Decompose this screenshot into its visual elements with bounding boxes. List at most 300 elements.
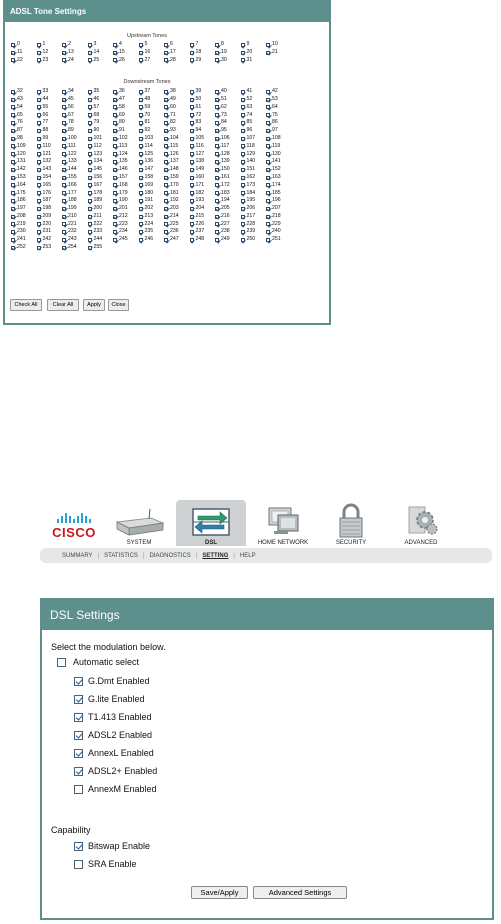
tone-checkbox[interactable]: [266, 144, 270, 148]
tone-checkbox[interactable]: [164, 199, 168, 203]
tone-checkbox[interactable]: [266, 152, 270, 156]
tone-label: 100: [68, 134, 77, 141]
tone-checkbox[interactable]: [190, 90, 194, 94]
tone-checkbox[interactable]: [164, 129, 168, 133]
tone-item: [113, 41, 139, 49]
tone-checkbox[interactable]: [139, 176, 143, 180]
tone-checkbox[interactable]: [190, 105, 194, 109]
tone-checkbox[interactable]: [62, 183, 66, 187]
tone-checkbox[interactable]: [266, 238, 270, 242]
tone-checkbox[interactable]: [215, 191, 219, 195]
tone-checkbox[interactable]: [88, 191, 92, 195]
tone-checkbox[interactable]: [139, 168, 143, 172]
tone-checkbox[interactable]: [266, 113, 270, 117]
tone-checkbox[interactable]: [241, 98, 245, 102]
tone-checkbox[interactable]: [164, 105, 168, 109]
annexl-checkbox[interactable]: [74, 749, 83, 758]
tone-checkbox[interactable]: [190, 160, 194, 164]
tone-checkbox[interactable]: [164, 222, 168, 226]
tone-checkbox[interactable]: [88, 90, 92, 94]
tone-checkbox[interactable]: [139, 58, 143, 62]
tone-checkbox[interactable]: [164, 90, 168, 94]
tone-checkbox[interactable]: [113, 113, 117, 117]
automatic-select-checkbox[interactable]: [57, 658, 66, 667]
tone-checkbox[interactable]: [113, 160, 117, 164]
tone-checkbox[interactable]: [266, 121, 270, 125]
tone-checkbox[interactable]: [266, 222, 270, 226]
tone-checkbox[interactable]: [190, 43, 194, 47]
tone-checkbox[interactable]: [62, 121, 66, 125]
tone-checkbox[interactable]: [88, 230, 92, 234]
tone-checkbox[interactable]: [266, 160, 270, 164]
tone-checkbox[interactable]: [62, 98, 66, 102]
tone-checkbox[interactable]: [88, 51, 92, 55]
tone-checkbox[interactable]: [139, 222, 143, 226]
tone-checkbox[interactable]: [241, 144, 245, 148]
tone-checkbox[interactable]: [266, 215, 270, 219]
tone-checkbox[interactable]: [88, 121, 92, 125]
tone-checkbox[interactable]: [62, 246, 66, 250]
tone-checkbox[interactable]: [62, 199, 66, 203]
tone-checkbox[interactable]: [190, 168, 194, 172]
tone-checkbox[interactable]: [37, 152, 41, 156]
tone-item: [62, 96, 88, 104]
tone-checkbox[interactable]: [241, 51, 245, 55]
sra-checkbox[interactable]: [74, 860, 83, 869]
subtab-summary[interactable]: SUMMARY: [62, 552, 93, 559]
tone-checkbox[interactable]: [139, 191, 143, 195]
tone-checkbox[interactable]: [37, 230, 41, 234]
tone-checkbox[interactable]: [139, 207, 143, 211]
tone-checkbox[interactable]: [215, 58, 219, 62]
tone-checkbox[interactable]: [215, 152, 219, 156]
tone-checkbox[interactable]: [88, 58, 92, 62]
tab-advanced[interactable]: [390, 500, 452, 546]
tone-checkbox[interactable]: [164, 215, 168, 219]
tone-checkbox[interactable]: [37, 105, 41, 109]
tone-checkbox[interactable]: [139, 121, 143, 125]
tone-item: [266, 158, 292, 166]
tone-checkbox[interactable]: [190, 176, 194, 180]
tone-checkbox[interactable]: [139, 238, 143, 242]
tone-item: [215, 57, 241, 65]
tone-checkbox[interactable]: [37, 222, 41, 226]
tone-checkbox[interactable]: [62, 215, 66, 219]
tone-checkbox[interactable]: [62, 58, 66, 62]
tone-checkbox[interactable]: [37, 121, 41, 125]
tone-checkbox[interactable]: [215, 230, 219, 234]
tone-checkbox[interactable]: [37, 160, 41, 164]
tone-checkbox[interactable]: [62, 168, 66, 172]
tone-checkbox[interactable]: [266, 43, 270, 47]
tone-checkbox[interactable]: [88, 168, 92, 172]
tone-checkbox[interactable]: [37, 168, 41, 172]
tone-checkbox[interactable]: [139, 98, 143, 102]
tone-checkbox[interactable]: [113, 129, 117, 133]
tone-checkbox[interactable]: [164, 160, 168, 164]
tone-checkbox[interactable]: [164, 43, 168, 47]
router-icon: [111, 508, 167, 538]
tone-checkbox[interactable]: [11, 199, 15, 203]
tone-checkbox[interactable]: [190, 129, 194, 133]
tone-checkbox[interactable]: [241, 152, 245, 156]
tone-checkbox[interactable]: [37, 176, 41, 180]
tone-checkbox[interactable]: [11, 191, 15, 195]
tone-checkbox[interactable]: [215, 176, 219, 180]
tone-checkbox[interactable]: [215, 199, 219, 203]
tone-checkbox[interactable]: [62, 207, 66, 211]
tone-checkbox[interactable]: [190, 238, 194, 242]
tone-checkbox[interactable]: [11, 230, 15, 234]
tone-checkbox[interactable]: [215, 121, 219, 125]
tone-checkbox[interactable]: [11, 215, 15, 219]
tone-label: 185: [272, 189, 281, 196]
tone-checkbox[interactable]: [266, 168, 270, 172]
tone-checkbox[interactable]: [62, 191, 66, 195]
tone-checkbox[interactable]: [11, 144, 15, 148]
tone-checkbox[interactable]: [241, 183, 245, 187]
tone-checkbox[interactable]: [11, 152, 15, 156]
tone-checkbox[interactable]: [11, 113, 15, 117]
tone-checkbox[interactable]: [113, 191, 117, 195]
tone-checkbox[interactable]: [139, 160, 143, 164]
tone-checkbox[interactable]: [37, 58, 41, 62]
tone-checkbox[interactable]: [190, 152, 194, 156]
tone-checkbox[interactable]: [62, 152, 66, 156]
tone-checkbox[interactable]: [139, 129, 143, 133]
tone-checkbox[interactable]: [241, 222, 245, 226]
tone-checkbox[interactable]: [190, 191, 194, 195]
tone-checkbox[interactable]: [11, 183, 15, 187]
tone-checkbox[interactable]: [139, 113, 143, 117]
tone-checkbox[interactable]: [88, 238, 92, 242]
tone-checkbox[interactable]: [241, 191, 245, 195]
tone-checkbox[interactable]: [88, 199, 92, 203]
tone-checkbox[interactable]: [11, 58, 15, 62]
tone-checkbox[interactable]: [62, 129, 66, 133]
tone-checkbox[interactable]: [37, 215, 41, 219]
glite-checkbox[interactable]: [74, 695, 83, 704]
tone-checkbox[interactable]: [113, 43, 117, 47]
tone-checkbox[interactable]: [266, 176, 270, 180]
home-network-icon: [265, 504, 301, 538]
tone-checkbox[interactable]: [164, 121, 168, 125]
tone-checkbox[interactable]: [37, 191, 41, 195]
tone-checkbox[interactable]: [215, 160, 219, 164]
tone-checkbox[interactable]: [164, 230, 168, 234]
tone-checkbox[interactable]: [113, 168, 117, 172]
tone-checkbox[interactable]: [37, 183, 41, 187]
tab-system[interactable]: [108, 500, 170, 546]
tone-checkbox[interactable]: [37, 129, 41, 133]
tone-checkbox[interactable]: [139, 144, 143, 148]
tone-checkbox[interactable]: [215, 168, 219, 172]
tone-checkbox[interactable]: [215, 113, 219, 117]
tone-checkbox[interactable]: [190, 51, 194, 55]
tone-checkbox[interactable]: [88, 144, 92, 148]
tone-checkbox[interactable]: [88, 160, 92, 164]
tone-checkbox[interactable]: [164, 168, 168, 172]
gdmt-checkbox[interactable]: [74, 677, 83, 686]
tone-checkbox[interactable]: [164, 238, 168, 242]
tone-checkbox[interactable]: [11, 160, 15, 164]
tone-checkbox[interactable]: [139, 137, 143, 141]
apply-button[interactable]: Apply: [83, 299, 105, 311]
tone-checkbox[interactable]: [266, 207, 270, 211]
tone-checkbox[interactable]: [215, 98, 219, 102]
tone-checkbox[interactable]: [164, 51, 168, 55]
tone-checkbox[interactable]: [139, 215, 143, 219]
tone-checkbox[interactable]: [190, 58, 194, 62]
tone-item: [215, 143, 241, 151]
tone-checkbox[interactable]: [241, 230, 245, 234]
check-all-button[interactable]: Check All: [10, 299, 42, 311]
t1413-checkbox[interactable]: [74, 713, 83, 722]
tone-checkbox[interactable]: [88, 152, 92, 156]
tone-checkbox[interactable]: [266, 230, 270, 234]
clear-all-button[interactable]: Clear All: [47, 299, 79, 311]
tone-item: [37, 197, 63, 205]
tone-checkbox[interactable]: [62, 238, 66, 242]
tone-checkbox[interactable]: [164, 191, 168, 195]
tone-checkbox[interactable]: [266, 199, 270, 203]
tone-checkbox[interactable]: [113, 105, 117, 109]
tone-label: 70: [144, 111, 151, 118]
tone-checkbox[interactable]: [37, 98, 41, 102]
tone-item: [37, 49, 63, 57]
tone-checkbox[interactable]: [11, 51, 15, 55]
tone-checkbox[interactable]: [139, 43, 143, 47]
advanced-settings-button[interactable]: Advanced Settings: [253, 886, 347, 899]
tone-checkbox[interactable]: [62, 113, 66, 117]
tone-checkbox[interactable]: [164, 183, 168, 187]
tone-checkbox[interactable]: [11, 98, 15, 102]
tone-checkbox[interactable]: [241, 137, 245, 141]
tone-item: [113, 112, 139, 120]
tone-checkbox[interactable]: [37, 199, 41, 203]
tone-item: [164, 213, 190, 221]
tone-checkbox[interactable]: [241, 168, 245, 172]
tone-checkbox[interactable]: [266, 191, 270, 195]
tone-checkbox[interactable]: [88, 176, 92, 180]
tone-checkbox[interactable]: [88, 246, 92, 250]
tone-checkbox[interactable]: [62, 144, 66, 148]
tone-checkbox[interactable]: [88, 222, 92, 226]
tone-checkbox[interactable]: [113, 121, 117, 125]
tone-checkbox[interactable]: [88, 215, 92, 219]
tone-checkbox[interactable]: [215, 129, 219, 133]
tone-checkbox[interactable]: [113, 58, 117, 62]
tone-checkbox[interactable]: [139, 105, 143, 109]
tone-checkbox[interactable]: [190, 183, 194, 187]
tone-checkbox[interactable]: [190, 137, 194, 141]
tone-checkbox[interactable]: [190, 121, 194, 125]
tone-checkbox[interactable]: [215, 183, 219, 187]
tone-checkbox[interactable]: [11, 207, 15, 211]
tone-checkbox[interactable]: [266, 98, 270, 102]
tone-checkbox[interactable]: [11, 176, 15, 180]
tone-checkbox[interactable]: [11, 90, 15, 94]
tone-checkbox[interactable]: [139, 90, 143, 94]
adsl2-checkbox[interactable]: [74, 731, 83, 740]
tone-checkbox[interactable]: [215, 215, 219, 219]
tone-checkbox[interactable]: [266, 183, 270, 187]
close-button[interactable]: Close: [108, 299, 129, 311]
tone-checkbox[interactable]: [11, 246, 15, 250]
tone-checkbox[interactable]: [215, 137, 219, 141]
adsl2plus-checkbox[interactable]: [74, 767, 83, 776]
tone-checkbox[interactable]: [190, 222, 194, 226]
tone-checkbox[interactable]: [11, 121, 15, 125]
tone-checkbox[interactable]: [88, 105, 92, 109]
tone-checkbox[interactable]: [113, 199, 117, 203]
tone-checkbox[interactable]: [164, 98, 168, 102]
tone-checkbox[interactable]: [37, 207, 41, 211]
tone-checkbox[interactable]: [215, 43, 219, 47]
tone-checkbox[interactable]: [266, 105, 270, 109]
tone-checkbox[interactable]: [164, 152, 168, 156]
tone-checkbox[interactable]: [62, 105, 66, 109]
tone-checkbox[interactable]: [88, 129, 92, 133]
subtab-diagnostics[interactable]: DIAGNOSTICS: [149, 552, 191, 559]
tone-checkbox[interactable]: [113, 137, 117, 141]
tone-checkbox[interactable]: [215, 105, 219, 109]
tone-checkbox[interactable]: [113, 222, 117, 226]
tone-checkbox[interactable]: [190, 215, 194, 219]
tone-checkbox[interactable]: [62, 176, 66, 180]
tone-checkbox[interactable]: [164, 207, 168, 211]
tone-checkbox[interactable]: [62, 230, 66, 234]
tone-checkbox[interactable]: [190, 113, 194, 117]
tone-checkbox[interactable]: [88, 137, 92, 141]
tone-checkbox[interactable]: [190, 98, 194, 102]
tone-checkbox[interactable]: [241, 121, 245, 125]
tone-checkbox[interactable]: [139, 183, 143, 187]
tone-checkbox[interactable]: [62, 222, 66, 226]
tone-checkbox[interactable]: [11, 43, 15, 47]
tone-checkbox[interactable]: [37, 43, 41, 47]
subtab-statistics[interactable]: STATISTICS: [104, 552, 138, 559]
tone-checkbox[interactable]: [11, 137, 15, 141]
save-apply-button[interactable]: Save/Apply: [191, 886, 248, 899]
tone-checkbox[interactable]: [113, 144, 117, 148]
tone-checkbox[interactable]: [113, 207, 117, 211]
tone-checkbox[interactable]: [164, 58, 168, 62]
tone-checkbox[interactable]: [241, 207, 245, 211]
tone-checkbox[interactable]: [215, 207, 219, 211]
tone-checkbox[interactable]: [113, 230, 117, 234]
subtab-help[interactable]: HELP: [239, 552, 256, 559]
tone-checkbox[interactable]: [11, 222, 15, 226]
subtab-setting[interactable]: SETTING: [202, 552, 229, 559]
tab-dsl[interactable]: [176, 500, 246, 546]
tone-checkbox[interactable]: [241, 238, 245, 242]
tone-checkbox[interactable]: [241, 43, 245, 47]
tone-checkbox[interactable]: [139, 152, 143, 156]
tab-security[interactable]: [320, 500, 382, 546]
tone-checkbox[interactable]: [113, 215, 117, 219]
tone-checkbox[interactable]: [113, 90, 117, 94]
tone-checkbox[interactable]: [11, 129, 15, 133]
tone-item: [11, 119, 37, 127]
tone-checkbox[interactable]: [266, 137, 270, 141]
tone-checkbox[interactable]: [113, 51, 117, 55]
tone-checkbox[interactable]: [215, 51, 219, 55]
tone-checkbox[interactable]: [241, 199, 245, 203]
tone-checkbox[interactable]: [215, 238, 219, 242]
tone-checkbox[interactable]: [62, 90, 66, 94]
tone-checkbox[interactable]: [37, 51, 41, 55]
tone-checkbox[interactable]: [215, 90, 219, 94]
tone-checkbox[interactable]: [62, 51, 66, 55]
tone-checkbox[interactable]: [113, 238, 117, 242]
tone-checkbox[interactable]: [62, 43, 66, 47]
tone-checkbox[interactable]: [241, 160, 245, 164]
tone-checkbox[interactable]: [164, 113, 168, 117]
tone-checkbox[interactable]: [88, 113, 92, 117]
annexm-checkbox[interactable]: [74, 785, 83, 794]
tone-checkbox[interactable]: [113, 98, 117, 102]
tone-item: [11, 112, 37, 120]
bitswap-checkbox[interactable]: [74, 842, 83, 851]
tone-checkbox[interactable]: [266, 51, 270, 55]
tone-label: 94: [195, 127, 202, 134]
tone-checkbox[interactable]: [113, 183, 117, 187]
tone-checkbox[interactable]: [113, 152, 117, 156]
tone-checkbox[interactable]: [37, 90, 41, 94]
subnav-separator: |: [97, 552, 100, 559]
tone-checkbox[interactable]: [164, 176, 168, 180]
tone-checkbox[interactable]: [241, 90, 245, 94]
tone-checkbox[interactable]: [37, 137, 41, 141]
tone-checkbox[interactable]: [164, 144, 168, 148]
tone-checkbox[interactable]: [241, 58, 245, 62]
tone-checkbox[interactable]: [88, 183, 92, 187]
tone-checkbox[interactable]: [88, 98, 92, 102]
tone-checkbox[interactable]: [215, 144, 219, 148]
tab-home-network[interactable]: [250, 500, 316, 546]
tone-checkbox[interactable]: [11, 168, 15, 172]
tone-checkbox[interactable]: [164, 137, 168, 141]
tone-checkbox[interactable]: [215, 222, 219, 226]
tone-checkbox[interactable]: [11, 105, 15, 109]
tone-checkbox[interactable]: [62, 160, 66, 164]
tone-checkbox[interactable]: [266, 129, 270, 133]
tone-checkbox[interactable]: [11, 238, 15, 242]
tone-checkbox[interactable]: [37, 113, 41, 117]
tone-checkbox[interactable]: [241, 129, 245, 133]
tone-checkbox[interactable]: [190, 144, 194, 148]
tone-checkbox[interactable]: [139, 199, 143, 203]
tone-checkbox[interactable]: [37, 238, 41, 242]
tone-checkbox[interactable]: [190, 207, 194, 211]
tone-checkbox[interactable]: [241, 215, 245, 219]
tone-checkbox[interactable]: [241, 105, 245, 109]
tone-checkbox[interactable]: [241, 113, 245, 117]
tone-checkbox[interactable]: [88, 43, 92, 47]
tone-checkbox[interactable]: [190, 199, 194, 203]
tone-checkbox[interactable]: [139, 51, 143, 55]
tone-checkbox[interactable]: [266, 90, 270, 94]
tone-checkbox[interactable]: [37, 144, 41, 148]
tone-checkbox[interactable]: [139, 230, 143, 234]
tone-checkbox[interactable]: [190, 230, 194, 234]
tone-checkbox[interactable]: [88, 207, 92, 211]
tone-checkbox[interactable]: [241, 176, 245, 180]
tone-checkbox[interactable]: [37, 246, 41, 250]
tone-checkbox[interactable]: [62, 137, 66, 141]
tone-checkbox[interactable]: [113, 176, 117, 180]
